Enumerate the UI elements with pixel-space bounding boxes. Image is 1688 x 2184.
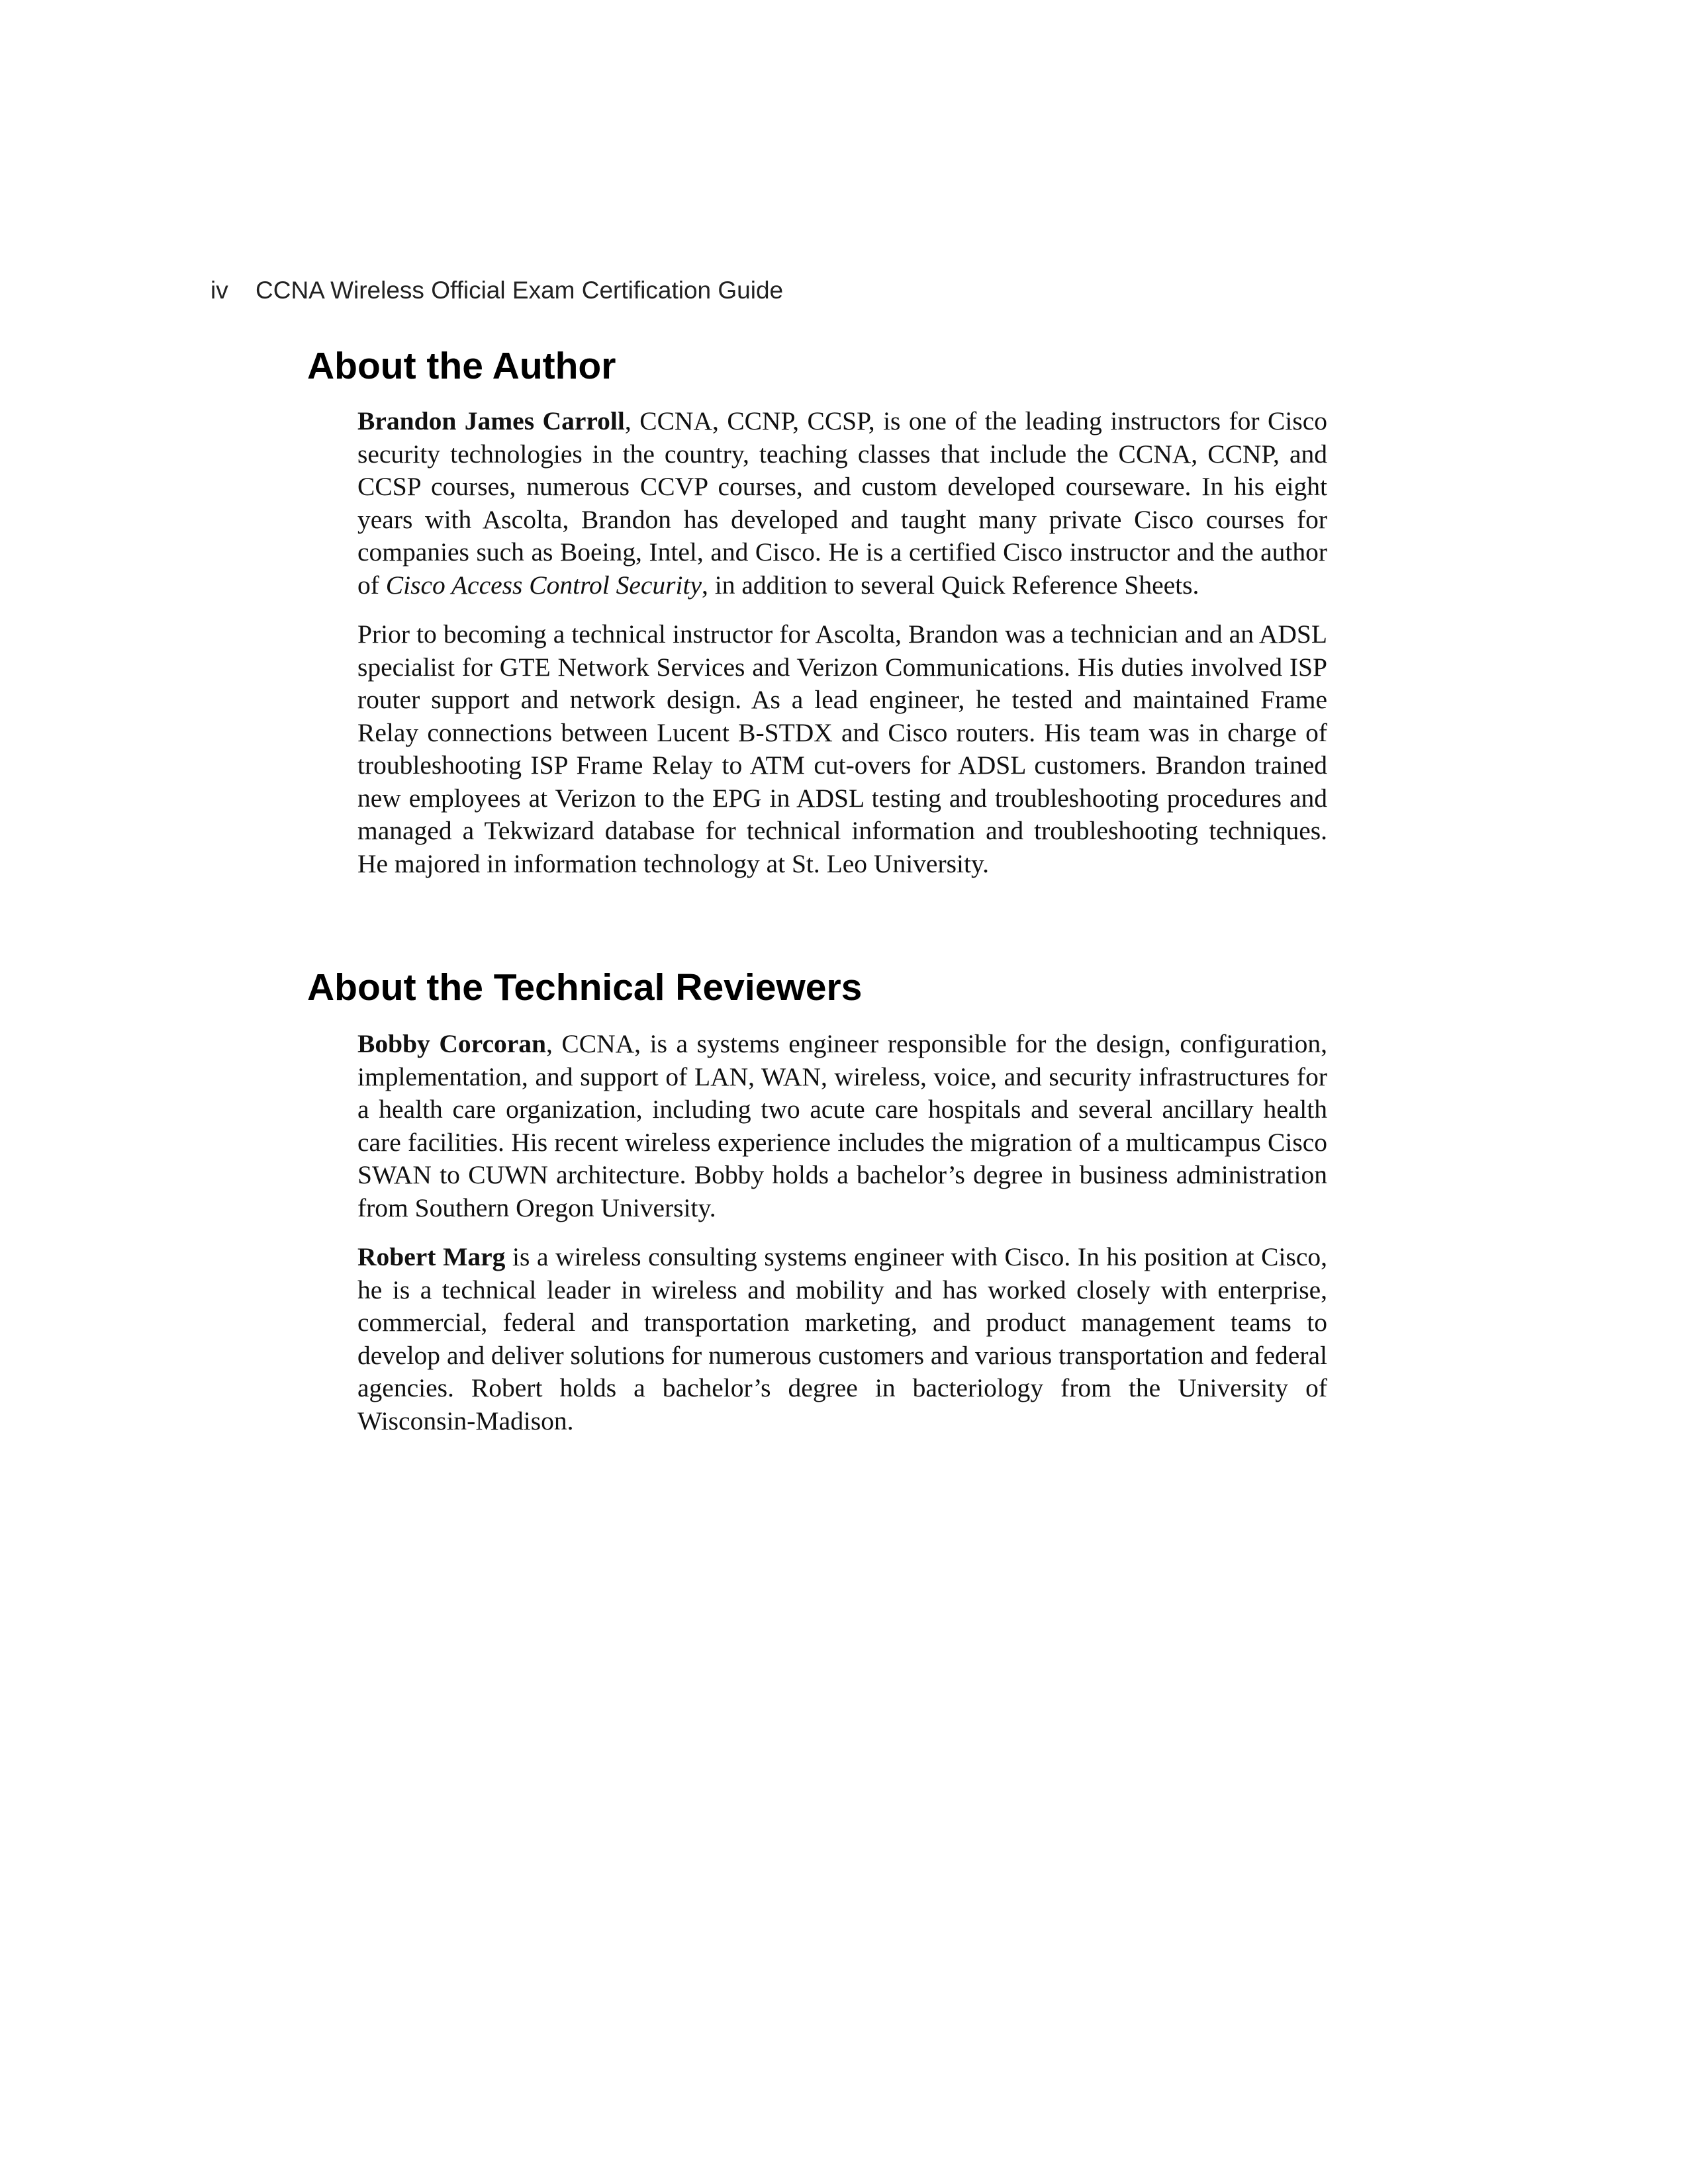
reviewer-bio-text: , CCNA, is a systems engineer responsible for the design, configuration, implementation, and support of LAN, WAN, wireless, voice, and security infrastructures for a health care organization, including two acute care hospitals and several ancillary health care facilities. His recent wireless experience includes the migration of a multicampus Cisco SWAN to CUWN architecture. Bobby holds a bachelor’s degree in business administration from Southern Oregon University. xyxy=(357,1029,1327,1222)
running-header xyxy=(211,278,783,302)
author-name: Brandon James Carroll xyxy=(357,406,625,435)
author-book-title: Cisco Access Control Security xyxy=(385,570,702,600)
author-bio-paragraph xyxy=(357,405,1327,602)
about-author-heading: About the Author xyxy=(307,345,616,387)
author-bio-text-b: , in addition to several Quick Reference Sheets. xyxy=(702,570,1199,600)
author-section xyxy=(357,405,1327,897)
reviewers-section xyxy=(357,1028,1327,1454)
reviewer-name: Bobby Corcoran xyxy=(357,1029,546,1058)
about-reviewers-heading: About the Technical Reviewers xyxy=(307,966,863,1009)
book-title: CCNA Wireless Official Exam Certification Guide xyxy=(256,277,784,304)
author-bio-text-a: , CCNA, CCNP, CCSP, is one of the leading instructors for Cisco security technologies in the country, teaching classes that include the CCNA, CCNP, and CCSP courses, numerous CCVP courses, and custom developed courseware. In his eight years with Ascolta, Brandon has developed and taught many private Cisco courses for companies such as Boeing, Intel, and Cisco. He is a certified Cisco instructor and the author of xyxy=(357,406,1327,600)
reviewer-name: Robert Marg xyxy=(357,1242,506,1271)
page-number: iv xyxy=(211,277,228,304)
author-career-paragraph: Prior to becoming a technical instructor for Ascolta, Brandon was a technician and an ADSL specialist for GTE Network Services and Verizon Communications. His duties involved ISP router support and network design. As a lead engineer, he tested and maintained Frame Relay connections between Lucent B-STDX and Cisco routers. His team was in charge of troubleshooting ISP Frame Relay to ATM cut-overs for ADSL customers. Brandon trained new employees at Verizon to the EPG in ADSL testing and troubleshooting procedures and managed a Tekwizard database for technical information and troubleshooting techniques. He majored in information technology at St. Leo University. xyxy=(357,619,1327,878)
reviewer-bio-paragraph xyxy=(357,1028,1327,1224)
reviewer-bio-paragraph xyxy=(357,1241,1327,1437)
reviewer-bio-text: is a wireless consulting systems engineer with Cisco. In his position at Cisco, he is a technical leader in wireless and mobility and has worked closely with enterprise, commercial, federal and transportation marketing, and product management teams to develop and deliver solutions for numerous customers and various transportation and federal agencies. Robert holds a bachelor’s degree in bacteriology from the University of Wisconsin-Madison. xyxy=(357,1242,1327,1435)
